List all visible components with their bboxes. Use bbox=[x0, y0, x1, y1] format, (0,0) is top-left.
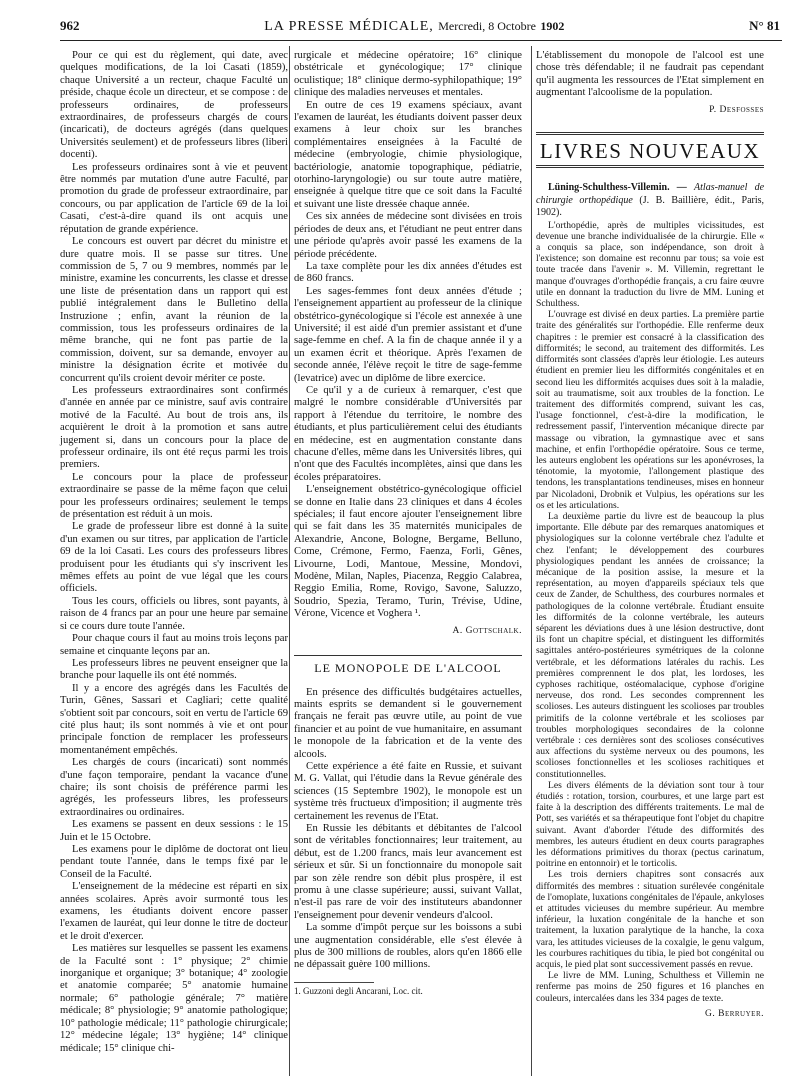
book-author: Lüning-Schulthess-Villemin. — bbox=[548, 182, 687, 194]
paragraph: rurgicale et médecine opératoire; 16° clinique obstétricale et gynécologique; 17° clinique oculistique; 18° clinique dermo-syphilopathique; 19° clinique des maladies nerveuses et mentales. bbox=[294, 50, 522, 99]
book-publisher: (J. B. Baillière, édit., Paris, 1902). bbox=[536, 194, 765, 219]
paragraph: Pour chaque cours il faut au moins trois leçons par semaine et cinquante leçons par an. bbox=[60, 633, 288, 657]
book-reference bbox=[536, 182, 764, 219]
paragraph: Ces six années de médecine sont divisées en trois périodes de deux ans, et l'étudiant ne peut entrer dans une période qu'après avoir passé les examens de la période précédente. bbox=[294, 211, 522, 260]
paragraph: Il y a encore des agrégés dans les Facultés de Turin, Gênes, Sassari et Cagliari; cette qualité s'obtient soit par concours, soit en vertu de l'article 69 cité plus haut; ils sont nommés à vie et ont pour principale fonction de remplacer les professeurs momentanément empêchés. bbox=[60, 682, 288, 756]
paragraph: Les divers éléments de la déviation sont tour à tour étudiés : rotation, torsion, courbures, et une large part est faite à la description des différents traitements. Le mal de Pott, ses variétés et sa thérapeutique font l'objet du chapitre suivant. Avant d'aborder l'étude des difformités des membres, les auteurs étudient en deux courts paragraphes les déformations primitives du thorax (pectus carinatum, poitrine en entonnoir) et le torticolis. bbox=[536, 779, 764, 870]
paragraph: Les sages-femmes font deux années d'étude ; l'enseignement appartient au professeur de la clinique obstétrico-gynécologique si l'école est annexée à une Université; il est aidé d'un premier assistant et d'une sage-femme en chef. A la fin de chaque année il y a un examen écrit et théorique. Après l'examen de seconde année, l'élève reçoit le titre de sage-femme (levatrice) avec un diplôme de libre exercice. bbox=[294, 285, 522, 384]
paragraph: Pour ce qui est du règlement, qui date, avec quelques modifications, de la loi Casati (1859), chaque Université a un recteur, chaque Faculté un préside, chaque école un directeur, et se compose : de professeurs ordinaires, de professeurs extraordinaires, de professeurs chargés de cours (incaricati), de docteurs agrégés (dans quelques Universités seulement) et de professeurs libres (liberi docenti). bbox=[60, 50, 288, 161]
paragraph: Tous les cours, officiels ou libres, sont payants, à raison de 4 francs par an pour une heure par semaine si ce cours dure toute l'année. bbox=[60, 595, 288, 632]
paragraph: L'enseignement obstétrico-gynécologique officiel se donne en Italie dans 23 cliniques et dans 4 écoles spéciales; il faut encore ajouter l'enseignement libre qui se fait dans les 35 maternités municipales de Alexandrie, Ancone, Bologne, Bergame, Belluno, Come, Crémone, Fermo, Faenza, Forli, Gênes, Livourne, Lodi, Mantoue, Messine, Mondovi, Modène, Milan, Naples, Piacenza, Reggio Calabrea, Reggio Emilia, Rome, Rovigo, Savone, Saluzzo, Soudrio, Spezia, Teramo, Turin, Trévise, Udine, Vérone, Vicence et Voghera ¹. bbox=[294, 484, 522, 620]
column-2 bbox=[294, 50, 522, 997]
paragraph: La deuxième partie du livre est de beaucoup la plus importante. Elle débute par des remarques anatomiques et physiologiques sur la colonne vertébrale chez l'adulte et chez l'enfant; le développement des courbures physiologiques pendant les années de croissance; la mécanique de la position assise, la mesure et la représentation, au moyen d'appareils spéciaux tels que ceux de Zander, de Schulthess, des courbures normales et pathologiques de la colonne vertébrale. Étudiant ensuite les difformités de la colonne vertébrale, les auteurs séparent les déviations dues à une lésion destructive, dont ils font un chapitre spécial, et distinguent les difformités sagittales antéro-postérieures symétriques de la colonne vertébrale, et les déformations latérales du rachis. Les premières comprennent le dos plat, les lordoses, les cyphoses rachitique, ostéomalacique, cyphose d'origine nerveuse, dos rond. Les secondes comprennent les scolioses. Les auteurs distinguent les scolioses par troubles primitifs de la colonne vertébrale et les scolioses par troubles morphologiques secondaires de la colonne vertébrale : ces dernières sont des scolioses consécutives aux affections du système nerveux ou des poumons, les scolioses fonctionnelles et les scolioses rachitiques et constitutionnelles. bbox=[536, 510, 764, 780]
paragraph: Les professeurs extraordinaires sont confirmés d'année en année par ce ministre, sauf avis contraire motivé de la Faculté. Au bout de trois ans, ils acquièrent le droit à la promotion et sans autre jugement si, dans un concours pour la place de professeur ordinaire, ils ont été reçus parmi les trois premiers. bbox=[60, 384, 288, 471]
paragraph: Les professeurs libres ne peuvent enseigner que la branche pour laquelle ils ont été nommés. bbox=[60, 657, 288, 682]
book-title: Atlas-manuel de chirurgie orthopédique bbox=[536, 182, 765, 206]
paragraph: En présence des difficultés budgétaires actuelles, maints esprits se demandent si le gouvernement français ne ferait pas œuvre utile, au point de vue financier et au point de vue humanitaire, en assumant le monopole de la fabrication et de la vente des alcools. bbox=[294, 686, 522, 760]
paragraph: Le concours est ouvert par décret du ministre et dure quatre mois. Il se passe sur titres. Une commission de 5, 7 ou 9 membres, nommés par le ministre, examine les concurrents, les classe et dresse une liste de présentation dans un rapport qui est publié intégralement dans le Bulletino della Instruzione ; enfin, avant la réunion de la commission, tous les professeurs ordinaires de la même branche, qui ne font pas partie de la commission, doivent, sur sa demande, envoyer au ministre la désignation écrite et motivée du concurrent qu'ils croient devoir mériter ce poste. bbox=[60, 236, 288, 384]
column-3 bbox=[536, 50, 764, 1020]
paragraph: L'orthopédie, après de multiples vicissitudes, est devenue une branche individualisée de la chirurgie. Elle « a conquis sa place, son indépendance, son droit à l'existence; son domaine est reconnu par tous; sa voie est toute tracée dans l'avenir ». M. Villemin, regrettant le manque d'ouvrages d'orthopédie français, a cru faire œuvre utile en donnant la traduction du livre de MM. Luning et Schulthess. bbox=[536, 219, 764, 310]
article-title: LE MONOPOLE DE L'ALCOOL bbox=[294, 655, 522, 674]
issue-number: N° 81 bbox=[749, 18, 780, 33]
footnote-rule bbox=[294, 982, 374, 983]
issue-year: 1902 bbox=[540, 19, 565, 33]
page-number: 962 bbox=[60, 18, 80, 33]
header-rule bbox=[60, 40, 782, 41]
paragraph: Les trois derniers chapitres sont consacrés aux difformités des membres : situation surélevée congénitale de l'omoplate, luxations congénitales de l'épaule, ankyloses et attitudes vicieuses du membre supérieur. Au membre inférieur, la luxation congénitale de la hanche et son traitement, la luxation paralytique de la hanche, la coxa vara, les attitudes vicieuses de la coxalgie, le genu valgum, les courbures rachitiques du tibia, le pied bot congénital ou acquis, le pied plat sont successivement passés en revue. bbox=[536, 869, 764, 971]
paragraph: La taxe complète pour les dix années d'études est de 860 francs. bbox=[294, 260, 522, 285]
journal-title: LA PRESSE MÉDICALE, bbox=[264, 19, 434, 34]
paragraph: Ce qu'il y a de curieux à remarquer, c'est que malgré le nombre considérable d'Universités par rapport à l'étendue du territoire, le nombre des étudiants, et plus particulièrement celui des étudiants en médecine, est en augmentation constante dans chacune d'elles, même dans les Universités libres, qui n'ont que des Facultés incomplètes, ainsi que dans les écoles préparatoires. bbox=[294, 384, 522, 483]
author-signature: P. Desfosses bbox=[709, 104, 764, 115]
paragraph: L'ouvrage est divisé en deux parties. La première partie traite des généralités sur l'orthopédie. Elle renferme deux chapitres : le premier est consacré à la classification des difformités; le second, au traitement des difformités. Les difformités sont classées d'après leur étiologie. Les auteurs étudient en premier lieu les difformités congénitales et en second lieu les difformités acquises dues soit à la maladie, soit au traumatisme, soit aux troubles de la fonction. Le traitement des difformités comprend, suivant les cas, l'usage fonctionnel, c'est-à-dire la modification, le redressement passif, l'intervention mécanique directe par massage ou vibration, la gymnastique avec et sans machine, et enfin l'orthopédie opératoire. Sous ce terme, les auteurs englobent les opérations sur les aponévroses, la ténotomie, la myotomie, l'allongement plastique des tendons, les transplantations tendineuses, mises en honneur par Nicoladoni, Drobnik et Vulpius, les opérations sur les os et les articulations. bbox=[536, 309, 764, 511]
paragraph: Cette expérience a été faite en Russie, et suivant M. G. Vallat, qui l'étudie dans la Revue générale des sciences (15 Septembre 1902), le monopole est un système très fructueux d'imposition; il augmente très certainement les revenus de l'Etat. bbox=[294, 760, 522, 822]
paragraph: L'établissement du monopole de l'alcool est une chose très défendable; il ne faudrait pas cependant qu'il augmenta les ressources de l'Etat simplement en augmentant l'alcoolisme de la population. bbox=[536, 50, 764, 99]
paragraph: La somme d'impôt perçue sur les boissons a subi une augmentation considérable, elle s'est élevée à plus de 300 millions de roubles, alors qu'en 1866 elle ne dépassait guère 100 millions. bbox=[294, 922, 522, 971]
footnote: 1. Guzzoni degli Ancarani, Loc. cit. bbox=[294, 985, 423, 996]
author-signature: G. Berruyer. bbox=[705, 1008, 764, 1019]
column-divider bbox=[531, 46, 532, 1076]
paragraph: Le grade de professeur libre est donné à la suite d'un examen ou sur titres, par application de l'article 69 de la loi Casati. Les cours des professeurs libres produisent pour les étudiants qui s'y inscrivent les mêmes effets au point de vue légal que les cours officiels. bbox=[60, 521, 288, 595]
issue-date: Mercredi, 8 Octobre bbox=[438, 19, 536, 33]
page-header bbox=[60, 18, 780, 38]
author-signature: A. Gottschalk. bbox=[452, 625, 522, 636]
paragraph: Les chargés de cours (incaricati) sont nommés d'une façon temporaire, pendant la vacance d'une chaire; ils sont choisis de préférence parmi les agrégés, les professeurs libres, les professeurs extraordinaires ou ordinaires. bbox=[60, 757, 288, 818]
paragraph: Les examens pour le diplôme de doctorat ont lieu pendant toute l'année, dans le temps fixé par le Conseil de la Faculté. bbox=[60, 844, 288, 880]
paragraph: Le livre de MM. Luning, Schulthess et Villemin ne renferme pas moins de 250 figures et 16 planches en couleurs, intercalées dans les 334 pages de texte. bbox=[536, 970, 764, 1004]
paragraph: Les matières sur lesquelles se passent les examens de la Faculté sont : 1° physique; 2° chimie inorganique et organique; 3° botanique; 4° zoologie et anatomie comparée; 5° anatomie humaine normale; 6° pathologie générale; 7° matière médicale; 8° physiologie; 9° anatomie pathologique; 10° pathologie médicale; 11° pathologie chirurgicale; 12° médecine légale; 13° hygiène; 14° clinique médicale; 15° clinique chi- bbox=[60, 943, 288, 1054]
paragraph: Le concours pour la place de professeur extraordinaire se passe de la même façon que celui pour les professeurs ordinaires; seulement le temps de présentation est réduit à un mois. bbox=[60, 471, 288, 521]
paragraph: En Russie les débitants et débitantes de l'alcool sont de véritables fonctionnaires; leur traitement, au début, est de 1.200 francs, mais leur avancement est sérieux et sûr. Si un fonctionnaire du monopole sait par son zèle rendre son débit plus prospère, il est promu à une classe supérieure; aussi, suivant Vallat, n'est-il pas rare de voir des instituteurs abandonner l'enseignement pour devenir vendeurs d'alcool. bbox=[294, 822, 522, 921]
paragraph: Les professeurs ordinaires sont à vie et peuvent être nommés par mutation d'une autre Faculté, par promotion du grade de professeur extraordinaire, par concours, ou par application de l'article 69 de la loi Casati, c'est-à-dire quand ils ont acquis une réputation de grande expérience. bbox=[60, 161, 288, 235]
journal-masthead bbox=[264, 19, 564, 35]
column-divider bbox=[289, 46, 290, 1076]
column-1 bbox=[60, 50, 288, 1055]
paragraph: Les examens se passent en deux sessions : le 15 Juin et le 15 Octobre. bbox=[60, 819, 288, 843]
section-title: LIVRES NOUVEAUX bbox=[536, 132, 764, 168]
paragraph: En outre de ces 19 examens spéciaux, avant l'examen de lauréat, les étudiants doivent passer deux examens à leur choix sur les branches complémentaires enseignées à la Faculté de médecine (embryologie, chimie physiologique, bactériologie, anatomie topographique, pédiatrie, otorhino-laryngologie) ou sur toute autre matière, enseignée à quelque titre que ce soit dans la Faculté et suivant une liste dressée chaque année. bbox=[294, 99, 522, 210]
paragraph: L'enseignement de la médecine est réparti en six années scolaires. Après avoir surmonté tous les examens, les étudiants doivent encore passer l'examen de lauréat, qui leur donne le titre de docteur et le droit d'exercer. bbox=[60, 881, 288, 942]
